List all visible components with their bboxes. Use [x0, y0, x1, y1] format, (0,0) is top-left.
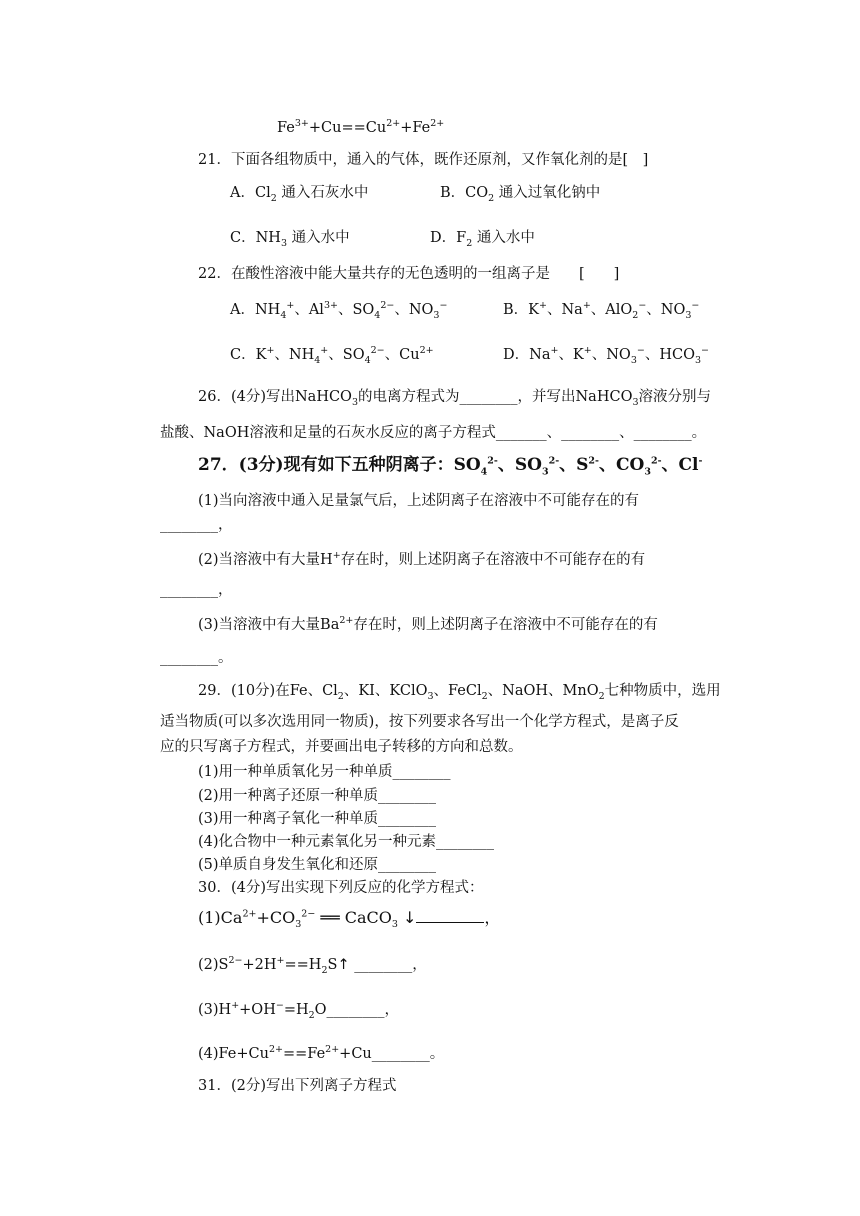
- q21-option-a: A．$Cl_2$ 通入石灰水中: [230, 185, 369, 204]
- q21-option-d: D．$F_2$ 通入水中: [430, 230, 535, 249]
- q27-part-3: (3)当溶液中有大量$Ba^{2+}$存在时，则上述阴离子在溶液中不可能存在的有: [198, 615, 658, 633]
- q27-stem: 27．(3分)现有如下五种阴离子：$SO_4^{2-}$、$SO_3^{2-}$、$S^{2-}$、$CO_3^{2-}$、Cl-: [198, 455, 703, 478]
- q27-part-3-blank: ________。: [160, 650, 233, 666]
- q22-option-c: C．K+、$NH_4^+$、$SO_4^{2-}$、$Cu^{2+}$: [230, 345, 434, 366]
- q27-part-1-blank: ________，: [160, 517, 233, 533]
- q22-stem: 22．在酸性溶液中能大量共存的无色透明的一组离子是 [ ]: [198, 266, 620, 282]
- q29-item-3: (3)用一种离子氧化一种单质________: [198, 811, 437, 827]
- q29-line-3: 应的只写离子方程式，并要画出电子转移的方向和总数。: [160, 739, 523, 755]
- q30-equation-3: $(3)H^++OH^-=H_2O\_\_\_\_\_\_\_\_$，: [198, 1000, 400, 1021]
- q22-option-d: D．Na+、K+、$NO_3^-$、$HCO_3^-$: [503, 345, 709, 366]
- q29-item-4: (4)化合物中一种元素氧化另一种元素________: [198, 834, 495, 850]
- q27-part-2-blank: ________，: [160, 582, 233, 598]
- q30-stem: 30．(4分)写出实现下列反应的化学方程式：: [198, 880, 484, 896]
- q21-stem: 21．下面各组物质中，通入的气体，既作还原剂，又作氧化剂的是[ ]: [198, 152, 649, 168]
- q21-option-c: C．$NH_3$ 通入水中: [230, 230, 350, 249]
- q30-equation-2: $(2)S^{2-}+2H^+==H_2S↑$ ________，: [198, 955, 427, 976]
- carry-formula: $Fe^{3+}+Cu==Cu^{2+}+Fe^{2+}$: [277, 118, 445, 136]
- q27-part-1: (1)当向溶液中通入足量氯气后，上述阴离子在溶液中不可能存在的有: [198, 493, 640, 509]
- q29-item-2: (2)用一种离子还原一种单质________: [198, 788, 437, 804]
- q22-option-a: A．$NH_4^+$、$Al^{3+}$、$SO_4^{2-}$、$NO_3^-$: [230, 300, 448, 321]
- q29-line-1: 29．(10分)在Fe、$Cl_2$、KI、KClO$_3$、FeCl$_2$、NaOH、MnO$_2$七种物质中，选用: [198, 683, 721, 702]
- q22-option-b: B．K+、Na+、AlO$_2$−、$NO_3^-$: [503, 300, 700, 321]
- q21-option-b: B．$CO_2$ 通入过氧化钠中: [440, 185, 601, 204]
- q31-stem: 31．(2分)写出下列离子方程式: [198, 1078, 397, 1094]
- q30-equation-1: $(1)Ca^{2+}+CO_3^{2-}$ ══ CaCO$_3$ ↓ ，: [198, 908, 501, 931]
- q29-item-1: (1)用一种单质氧化另一种单质________: [198, 764, 451, 780]
- q26-line-2: 盐酸、NaOH溶液和足量的石灰水反应的离子方程式_______、________、________。: [160, 425, 707, 441]
- q30-equation-4: $(4)Fe+Cu^{2+}==Fe^{2+}+Cu\_\_\_\_\_\_\_\_$。: [198, 1044, 445, 1062]
- q27-part-2: (2)当溶液中有大量H+存在时，则上述阴离子在溶液中不可能存在的有: [198, 550, 646, 568]
- q29-line-2: 适当物质(可以多次选用同一物质)，按下列要求各写出一个化学方程式，是离子反: [160, 714, 679, 730]
- q29-item-5: (5)单质自身发生氧化和还原________: [198, 857, 437, 873]
- q26-line-1: 26．(4分)写出NaHCO$_3$的电离方程式为________，并写出NaHCO$_3$溶液分别与: [198, 389, 712, 408]
